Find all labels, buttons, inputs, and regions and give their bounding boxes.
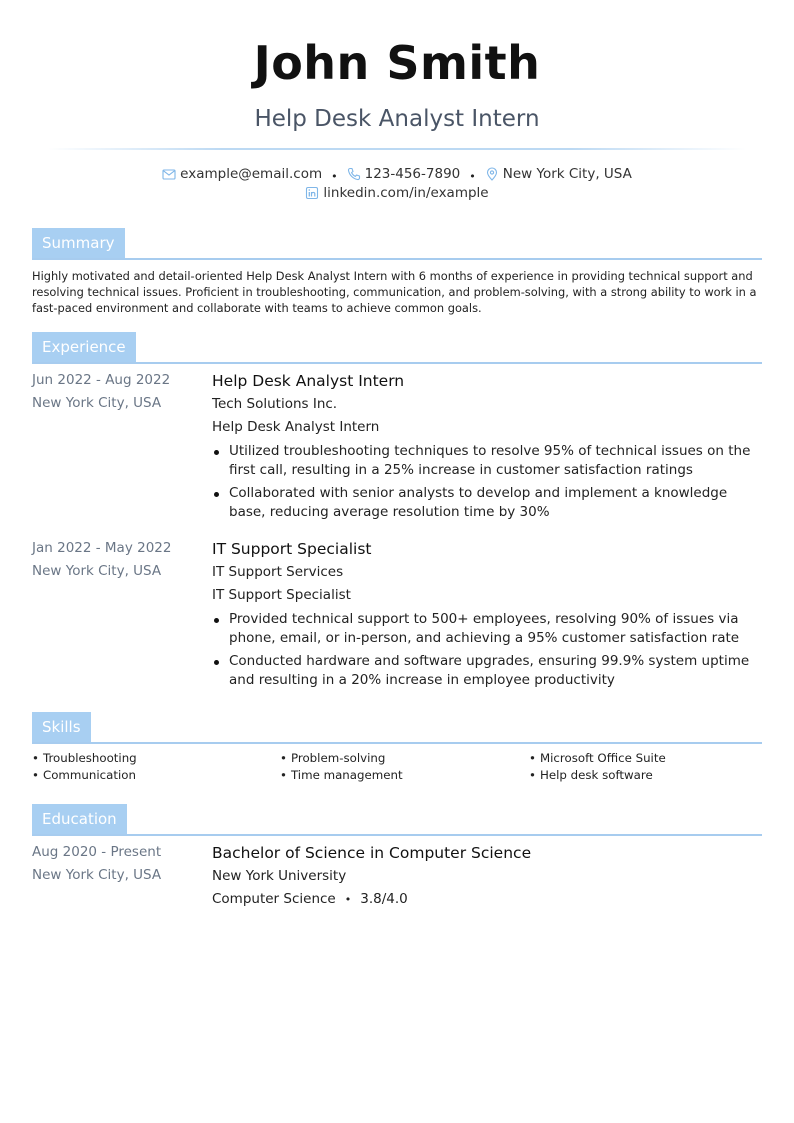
experience-title: IT Support Specialist bbox=[212, 540, 372, 558]
location-text: New York City, USA bbox=[502, 166, 632, 182]
education-school: New York University bbox=[212, 868, 347, 884]
skill-item: • Troubleshooting bbox=[32, 751, 280, 765]
skill-item: • Microsoft Office Suite bbox=[529, 751, 772, 765]
experience-bullet: Provided technical support to 500+ employees, resolving 90% of issues via phone, email, or in-person, and achieving a 95% customer satisfaction rate bbox=[212, 610, 762, 648]
contact-linkedin[interactable] bbox=[305, 185, 488, 201]
contact-email[interactable] bbox=[162, 166, 322, 182]
job-title: Help Desk Analyst Intern bbox=[254, 106, 540, 132]
summary-text: Highly motivated and detail-oriented Help Desk Analyst Intern with 6 months of experience in providing technical support and resolving technical issues. Proficient in troubleshooting, communication, and problem-solving, with a strong ability to work in a fast-paced environment and collaborate with teams to achieve common goals. bbox=[32, 269, 757, 315]
education-entry bbox=[212, 844, 762, 907]
education-gpa: 3.8/4.0 bbox=[360, 891, 408, 907]
skill-item: • Communication bbox=[32, 768, 280, 782]
experience-meta bbox=[32, 540, 202, 586]
contact-location bbox=[485, 166, 632, 182]
contact-separator: • bbox=[331, 170, 338, 183]
experience-heading: Experience bbox=[32, 332, 136, 362]
skills-heading: Skills bbox=[32, 712, 91, 742]
summary-section-header bbox=[32, 228, 762, 260]
education-dates: Aug 2020 - Present bbox=[32, 844, 162, 860]
phone-text: 123-456-7890 bbox=[364, 166, 461, 182]
education-separator: • bbox=[344, 893, 352, 906]
skill-item: • Time management bbox=[280, 768, 529, 782]
skill-item: • Problem-solving bbox=[280, 751, 529, 765]
contact-phone[interactable] bbox=[347, 166, 461, 182]
linkedin-text: linkedin.com/in/example bbox=[323, 185, 489, 201]
experience-meta bbox=[32, 372, 202, 418]
education-meta bbox=[32, 844, 202, 890]
skills-list bbox=[32, 751, 772, 782]
contact-row bbox=[0, 166, 794, 185]
candidate-name: John Smith bbox=[253, 36, 541, 90]
experience-role: IT Support Specialist bbox=[212, 587, 351, 603]
skill-item: • Help desk software bbox=[529, 768, 772, 782]
location-pin-icon bbox=[485, 167, 499, 181]
education-section-header bbox=[32, 804, 762, 836]
experience-role: Help Desk Analyst Intern bbox=[212, 419, 380, 435]
phone-icon bbox=[347, 167, 361, 181]
experience-entry bbox=[212, 372, 762, 526]
experience-company: IT Support Services bbox=[212, 564, 344, 580]
experience-bullet: Utilized troubleshooting techniques to resolve 95% of technical issues on the first call, resulting in a 25% increase in customer satisfaction ratings bbox=[212, 442, 762, 480]
education-field: Computer Science bbox=[212, 891, 336, 907]
education-location: New York City, USA bbox=[32, 867, 162, 883]
experience-location: New York City, USA bbox=[32, 395, 162, 411]
email-text: example@email.com bbox=[180, 166, 323, 182]
experience-entry bbox=[212, 540, 762, 694]
contact-separator: • bbox=[469, 170, 476, 183]
contact-row-linkedin bbox=[0, 185, 794, 204]
experience-section-header bbox=[32, 332, 762, 364]
experience-location: New York City, USA bbox=[32, 563, 162, 579]
experience-bullets bbox=[212, 610, 762, 690]
experience-title: Help Desk Analyst Intern bbox=[212, 372, 405, 390]
education-degree: Bachelor of Science in Computer Science bbox=[212, 844, 532, 862]
experience-dates: Jun 2022 - Aug 2022 bbox=[32, 372, 171, 388]
experience-bullets bbox=[212, 442, 762, 522]
experience-dates: Jan 2022 - May 2022 bbox=[32, 540, 172, 556]
education-details bbox=[212, 891, 762, 907]
title-divider bbox=[48, 148, 746, 150]
skills-section-header bbox=[32, 712, 762, 744]
experience-bullet: Conducted hardware and software upgrades, ensuring 99.9% system uptime and resulting in a 20% increase in employee productivity bbox=[212, 652, 762, 690]
experience-company: Tech Solutions Inc. bbox=[212, 396, 338, 412]
linkedin-icon bbox=[305, 186, 319, 200]
experience-bullet: Collaborated with senior analysts to develop and implement a knowledge base, reducing average resolution time by 30% bbox=[212, 484, 762, 522]
summary-heading: Summary bbox=[32, 228, 125, 258]
education-heading: Education bbox=[32, 804, 127, 834]
mail-icon bbox=[162, 167, 176, 181]
